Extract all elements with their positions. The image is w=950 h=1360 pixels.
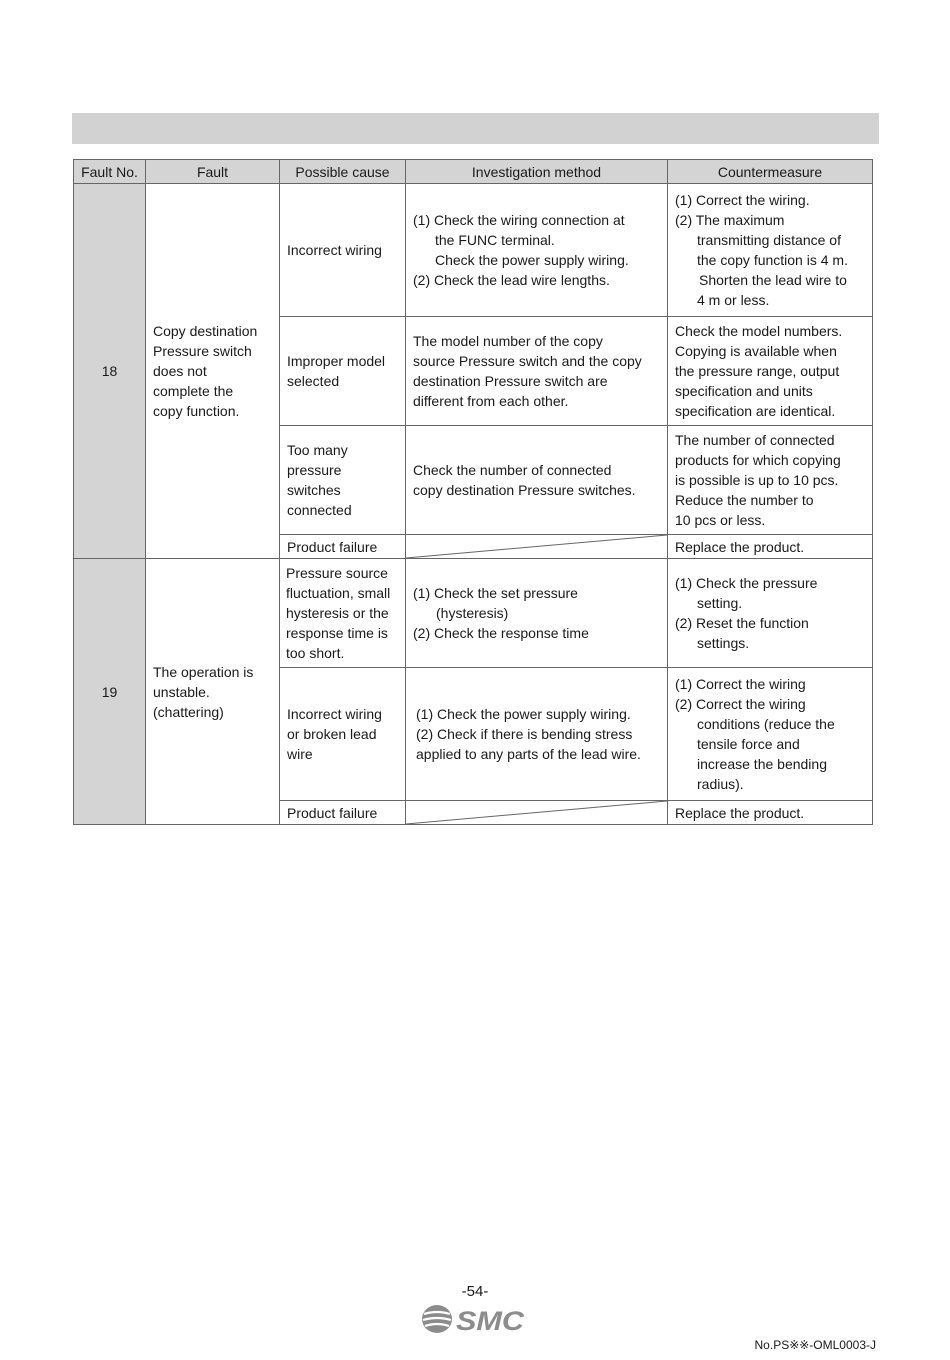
possible-cause: Product failure <box>280 801 406 825</box>
investigation-method: (1) Check the wiring connection at the FUNC terminal. Check the power supply wiring. (2) Check the lead wire lengths. <box>406 184 668 317</box>
fault-number: 18 <box>74 184 146 559</box>
investigation-method: (1) Check the set pressure (hysteresis) (2) Check the response time <box>406 559 668 668</box>
investigation-method: Check the number of connected copy destination Pressure switches. <box>406 426 668 535</box>
document-number: No.PS※※-OML0003-J <box>754 1338 876 1352</box>
fault-description: The operation is unstable. (chattering) <box>146 559 280 825</box>
not-applicable-cell <box>406 801 668 825</box>
header-possible-cause: Possible cause <box>280 160 406 184</box>
countermeasure: (1) Check the pressure setting. (2) Reset the function settings. <box>668 559 873 668</box>
possible-cause: Pressure source fluctuation, small hysteresis or the response time is too short. <box>280 559 406 668</box>
smc-logo <box>420 1302 530 1336</box>
possible-cause: Too many pressure switches connected <box>280 426 406 535</box>
smc-logo-icon <box>422 1305 452 1333</box>
countermeasure: Check the model numbers. Copying is available when the pressure range, output specification and units specification are identical. <box>668 317 873 426</box>
table-header-row <box>74 160 873 184</box>
page-number: -54- <box>461 1283 489 1300</box>
header-investigation-method: Investigation method <box>406 160 668 184</box>
investigation-method: The model number of the copy source Pressure switch and the copy destination Pressure switch are different from each other. <box>406 317 668 426</box>
diagonal-slash <box>406 535 667 558</box>
countermeasure: Replace the product. <box>668 535 873 559</box>
top-gray-band <box>72 113 879 144</box>
fault-description: Copy destination Pressure switch does not complete the copy function. <box>146 184 280 559</box>
table-row <box>74 184 873 317</box>
countermeasure: (1) Correct the wiring. (2) The maximum transmitting distance of the copy function is 4 m. Shorten the lead wire to 4 m or less. <box>668 184 873 317</box>
header-countermeasure: Countermeasure <box>668 160 873 184</box>
investigation-method: (1) Check the power supply wiring. (2) Check if there is bending stress applied to any parts of the lead wire. <box>406 668 668 801</box>
countermeasure: (1) Correct the wiring (2) Correct the wiring conditions (reduce the tensile force and increase the bending radius). <box>668 668 873 801</box>
not-applicable-cell <box>406 535 668 559</box>
header-fault-no: Fault No. <box>74 160 146 184</box>
possible-cause: Incorrect wiring <box>280 184 406 317</box>
troubleshooting-table <box>73 159 873 825</box>
table-row <box>74 559 873 668</box>
possible-cause: Incorrect wiring or broken lead wire <box>280 668 406 801</box>
diagonal-slash <box>406 801 667 824</box>
possible-cause: Improper model selected <box>280 317 406 426</box>
countermeasure: Replace the product. <box>668 801 873 825</box>
fault-number: 19 <box>74 559 146 825</box>
header-fault: Fault <box>146 160 280 184</box>
possible-cause: Product failure <box>280 535 406 559</box>
smc-logo-text: SMC <box>456 1306 525 1336</box>
countermeasure: The number of connected products for which copying is possible is up to 10 pcs. Reduce the number to 10 pcs or less. <box>668 426 873 535</box>
